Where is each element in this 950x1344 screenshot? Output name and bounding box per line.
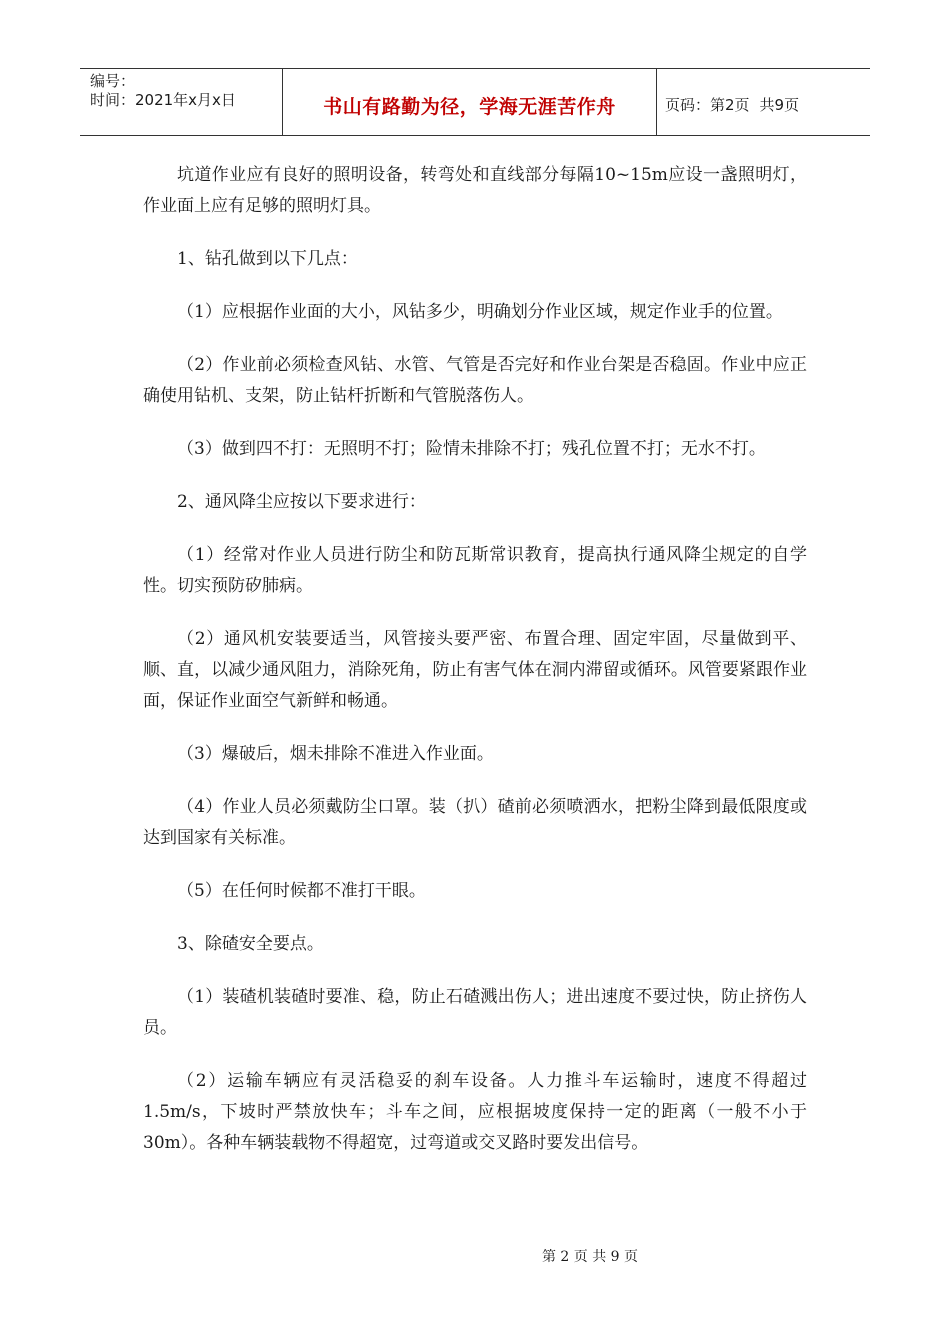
body-paragraph: （3）爆破后，烟未排除不准进入作业面。 [177,744,494,764]
body-paragraph: （5）在任何时候都不准打干眼。 [177,881,426,901]
body-paragraph: （2）通风机安装要适当，风管接头要严密、布置合理、固定牢固，尽量做到平、顺、直，以减少通风阻力，消除死角，防止有害气体在洞内滞留或循环。风管要紧跟作业面，保证作业面空气新鲜和畅通。 [143,629,807,711]
page-footer [0,1246,950,1266]
document-date-label: 时间：2021年x月x日 [90,91,236,109]
footer-page-number: 第 2 页 共 9 页 [541,1249,639,1265]
header-page-label: 页码：第2页 [665,95,750,114]
section-heading: 2、通风降尘应按以下要求进行： [177,492,426,512]
body-paragraph: （1）经常对作业人员进行防尘和防瓦斯常识教育，提高执行通风降尘规定的自学性。切实预防矽肺病。 [143,545,807,596]
document-body [143,160,807,1181]
body-paragraph: （4）作业人员必须戴防尘口罩。装（扒）碴前必须喷洒水，把粉尘降到最低限度或达到国家有关标准。 [143,797,807,848]
header-meta [80,69,283,135]
header-page-total: 共9页 [759,95,800,114]
document-header [80,68,870,136]
header-motto-cell [283,69,657,135]
body-paragraph: （1）应根据作业面的大小，风钻多少，明确划分作业区域，规定作业手的位置。 [177,302,783,322]
section-heading: 3、除碴安全要点。 [177,934,324,954]
header-motto: 书山有路勤为径，学海无涯苦作舟 [323,95,616,118]
body-paragraph: （2）运输车辆应有灵活稳妥的刹车设备。人力推斗车运输时，速度不得超过1.5m/s，下坡时严禁放快车；斗车之间，应根据坡度保持一定的距离（一般不小于30m）。各种车辆装载物不得超宽，过弯道或交叉路时要发出信号。 [143,1071,807,1153]
body-paragraph: （3）做到四不打：无照明不打；险情未排除不打；残孔位置不打；无水不打。 [177,439,766,459]
body-paragraph: 坑道作业应有良好的照明设备，转弯处和直线部分每隔10~15m应设一盏照明灯，作业面上应有足够的照明灯具。 [143,165,807,216]
document-number-label: 编号： [90,72,136,90]
section-heading: 1、钻孔做到以下几点： [177,249,358,269]
body-paragraph: （1）装碴机装碴时要准、稳，防止石碴溅出伤人；进出速度不要过快，防止挤伤人员。 [143,987,807,1038]
header-page-cell [657,69,870,135]
body-paragraph: （2）作业前必须检查风钻、水管、气管是否完好和作业台架是否稳固。作业中应正确使用钻机、支架，防止钻杆折断和气管脱落伤人。 [143,355,807,406]
